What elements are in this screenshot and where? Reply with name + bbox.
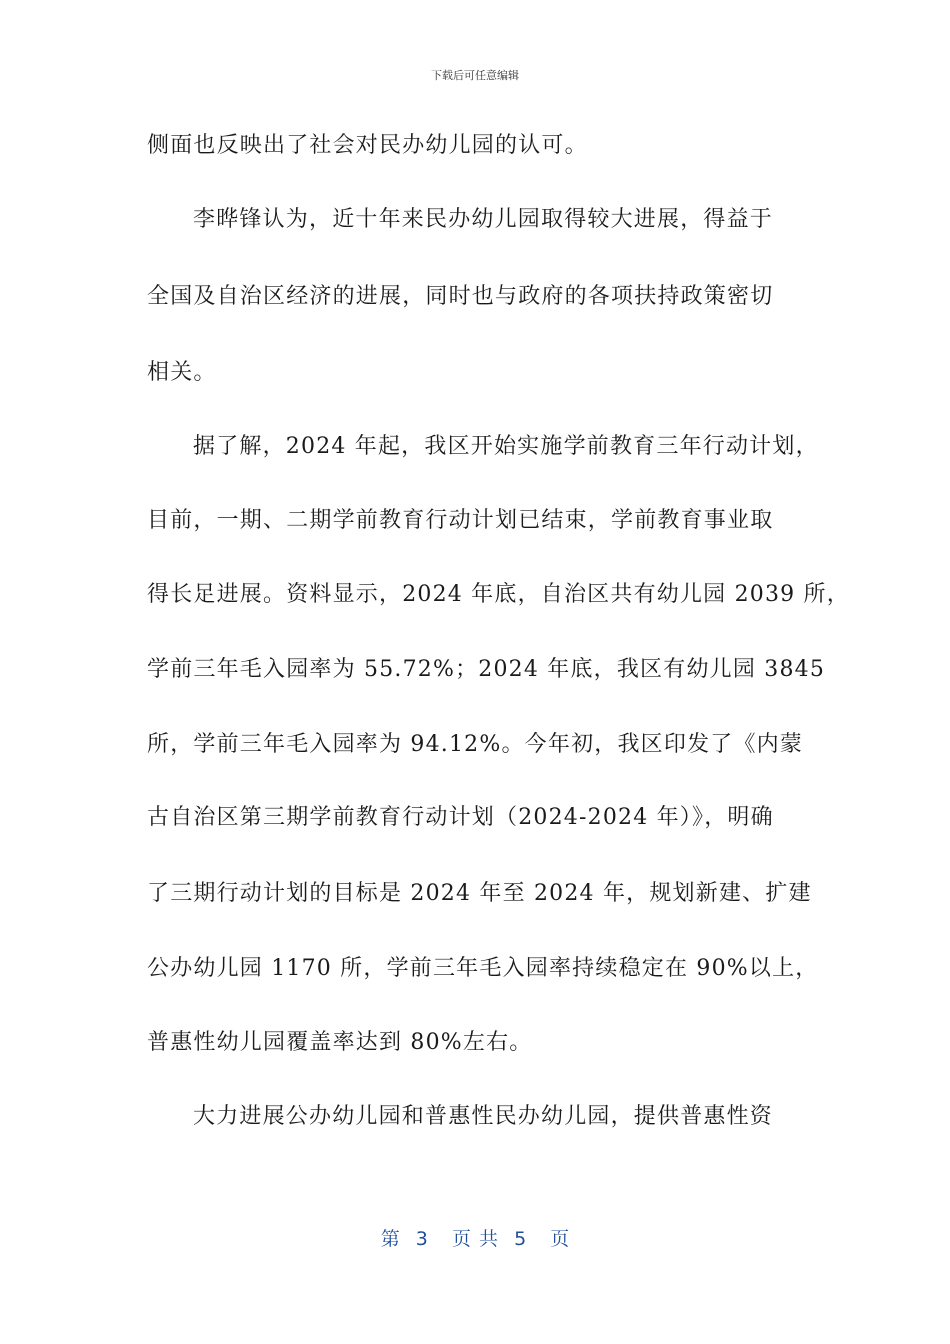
paragraph-line: 公办幼儿园 1170 所，学前三年毛入园率持续稳定在 90%以上， <box>147 956 819 981</box>
paragraph-line: 学前三年毛入园率为 55.72%；2024 年底，我区有幼儿园 3845 <box>147 657 826 682</box>
paragraph-line: 侧面也反映出了社会对民办幼儿园的认可。 <box>147 133 588 158</box>
paragraph-line: 李晔锋认为，近十年来民办幼儿园取得较大进展，得益于 <box>193 207 774 232</box>
paragraph-line: 全国及自治区经济的进展，同时也与政府的各项扶持政策密切 <box>147 284 774 309</box>
paragraph-line: 普惠性幼儿园覆盖率达到 80%左右。 <box>147 1030 533 1055</box>
paragraph-line: 古自治区第三期学前教育行动计划（2024-2024 年）》，明确 <box>147 805 774 830</box>
page-footer <box>0 1224 950 1251</box>
paragraph-line: 了三期行动计划的目标是 2024 年至 2024 年，规划新建、扩建 <box>147 881 812 906</box>
paragraph-line: 相关。 <box>147 360 217 385</box>
paragraph-line: 得长足进展。资料显示，2024 年底，自治区共有幼儿园 2039 所， <box>147 582 850 607</box>
header-note: 下载后可任意编辑 <box>431 69 519 82</box>
paragraph-line: 目前，一期、二期学前教育行动计划已结束，学前教育事业取 <box>147 508 774 533</box>
paragraph-line: 大力进展公办幼儿园和普惠性民办幼儿园，提供普惠性资 <box>193 1104 774 1129</box>
paragraph-line: 所，学前三年毛入园率为 94.12%。今年初，我区印发了《内蒙 <box>147 732 804 757</box>
page-number: 第 3 页 共 5 页 <box>380 1228 570 1250</box>
paragraph-line: 据了解，2024 年起，我区开始实施学前教育三年行动计划， <box>193 434 819 459</box>
